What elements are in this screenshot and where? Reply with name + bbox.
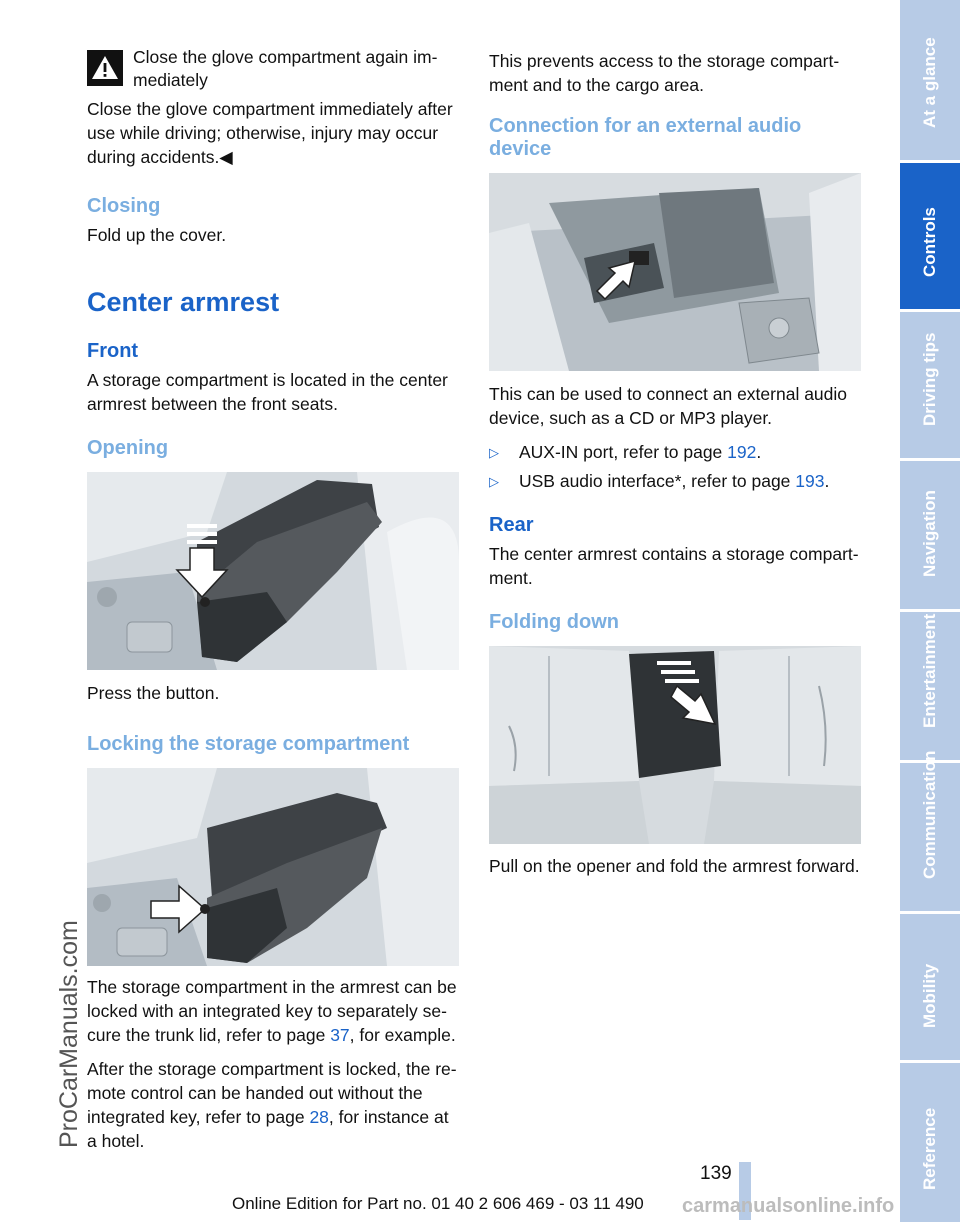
rear-text-line1: The center armrest contains a storage compart‐ <box>489 544 859 564</box>
bullet-usb-audio-label: USB audio interface*, refer to page <box>519 471 796 491</box>
tab-mobility-label: Mobility <box>920 963 939 1028</box>
audio-text-line2: device, such as a CD or MP3 player. <box>489 408 773 428</box>
tab-communication[interactable] <box>900 750 960 911</box>
prevent-text-line1: This prevents access to the storage compart‐ <box>489 51 840 71</box>
warning-title-line2: mediately <box>133 70 208 90</box>
page-number: 139 <box>700 1163 732 1184</box>
after-text-line2: mote control can be handed out without the <box>87 1083 423 1103</box>
page-link-193[interactable]: 193 <box>795 471 825 491</box>
tab-reference-label: Reference <box>920 1107 939 1190</box>
triangle-bullet-icon: ▷ <box>489 474 499 489</box>
tab-reference[interactable] <box>900 1063 960 1222</box>
tab-controls[interactable] <box>900 163 960 309</box>
tab-communication-label: Communication <box>920 750 939 879</box>
audio-connection-figure <box>489 173 861 371</box>
tab-navigation-label: Navigation <box>920 490 939 577</box>
armrest-locking-figure <box>87 768 459 966</box>
page-link-37[interactable]: 37 <box>330 1025 350 1045</box>
locking-text-line3 <box>87 1024 456 1048</box>
page-link-28[interactable]: 28 <box>309 1107 329 1127</box>
armrest-opening-figure <box>87 472 459 670</box>
bullet-usb-audio-end: . <box>824 471 830 491</box>
locking-heading: Locking the storage compartment <box>87 733 410 755</box>
rear-heading: Rear <box>489 514 534 536</box>
bullet-aux-in-text <box>519 441 761 465</box>
locking-text-line2: locked with an integrated key to separately se‐ <box>87 1001 447 1021</box>
closing-heading: Closing <box>87 195 161 217</box>
tab-driving-tips-label: Driving tips <box>920 332 939 426</box>
edition-text: Online Edition for Part no. 01 40 2 606 469 - 03 11 490 <box>232 1194 644 1213</box>
tab-driving-tips[interactable] <box>900 312 960 458</box>
warning-text-line2: use while driving; otherwise, injury may occur <box>87 123 439 143</box>
tab-mobility[interactable] <box>900 914 960 1060</box>
section-title: Center armrest <box>87 287 280 317</box>
warning-title-line1: Close the glove compartment again im‐ <box>133 47 438 67</box>
after-text-line1: After the storage compartment is locked, the re‐ <box>87 1059 457 1079</box>
bullet-aux-in-end: . <box>756 442 762 462</box>
folding-heading: Folding down <box>489 611 619 633</box>
tab-navigation[interactable] <box>900 461 960 609</box>
tab-entertainment-label: Entertainment <box>920 613 939 728</box>
procarmanuals-watermark: ProCarManuals.com <box>55 920 83 1148</box>
triangle-bullet-icon: ▷ <box>489 445 499 460</box>
tab-controls-label: Controls <box>920 207 939 277</box>
tab-at-a-glance-label: At a glance <box>920 37 939 128</box>
after-text-line4: a hotel. <box>87 1131 145 1151</box>
site-watermark[interactable]: carmanualsonline.info <box>682 1195 895 1217</box>
warning-text-line3: during accidents.◀ <box>87 147 233 167</box>
bullet-aux-in-label: AUX-IN port, refer to page <box>519 442 728 462</box>
tab-at-a-glance[interactable] <box>900 0 960 160</box>
tab-entertainment[interactable] <box>900 612 960 760</box>
audio-heading-line1: Connection for an external audio <box>489 115 802 137</box>
opening-caption: Press the button. <box>87 683 220 703</box>
locking-text-line3-end: , for example. <box>349 1025 456 1045</box>
bullet-usb-audio-text <box>519 470 829 494</box>
folding-caption: Pull on the opener and fold the armrest forward. <box>489 856 860 876</box>
rear-text-line2: ment. <box>489 568 533 588</box>
front-text-line2: armrest between the front seats. <box>87 394 338 414</box>
front-text-line1: A storage compartment is located in the center <box>87 370 448 390</box>
after-text-line3-start: integrated key, refer to page <box>87 1107 310 1127</box>
front-heading: Front <box>87 340 139 362</box>
opening-heading: Opening <box>87 437 169 459</box>
after-text-line3 <box>87 1106 449 1130</box>
prevent-text-line2: ment and to the cargo area. <box>489 75 704 95</box>
audio-text-line1: This can be used to connect an external audio <box>489 384 848 404</box>
after-text-line3-end: , for instance at <box>328 1107 449 1127</box>
page-link-192[interactable]: 192 <box>727 442 757 462</box>
warning-text-line1: Close the glove compartment immediately after <box>87 99 453 119</box>
armrest-folding-figure <box>489 646 861 844</box>
locking-text-line1: The storage compartment in the armrest can be <box>87 977 457 997</box>
audio-heading-line2: device <box>489 138 552 160</box>
locking-text-line3-start: cure the trunk lid, refer to page <box>87 1025 331 1045</box>
warning-icon <box>87 50 123 86</box>
closing-text: Fold up the cover. <box>87 225 227 245</box>
